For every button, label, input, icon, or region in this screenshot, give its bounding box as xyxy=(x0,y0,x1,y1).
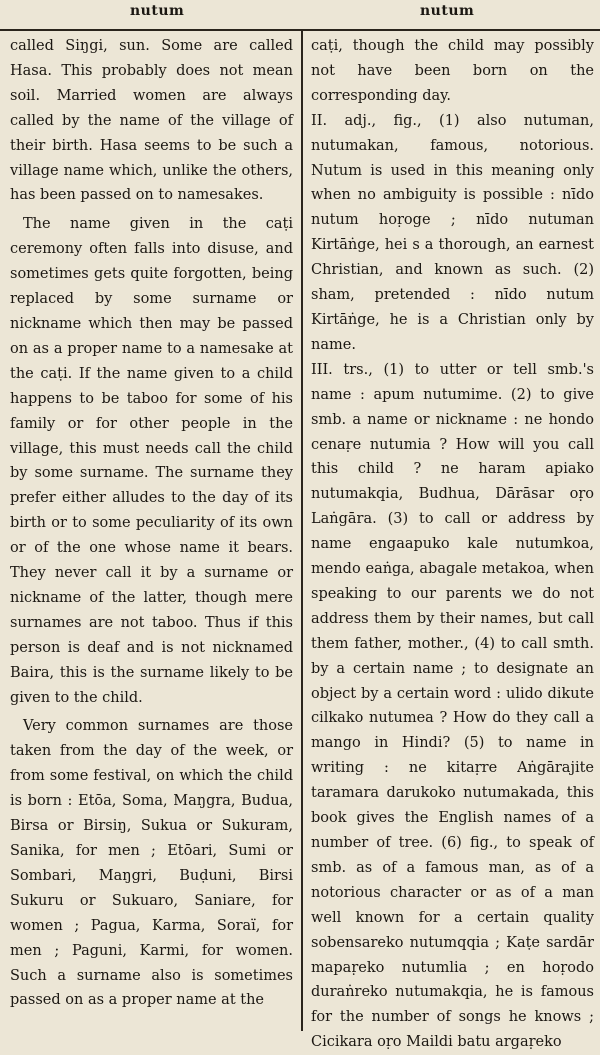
right-paragraph-2: II. adj., fig., (1) also nutuman, nutumakan, famous, notorious. Nutum is used in this meaning only when no ambiguity is possible : nīdo nutum hoṛoge ; nīdo nutuman Kirtāṅge, hei s a thorough, an earnest Christian, and known as such. (2) sham, pretended : nīdo nutum Kirtāṅge, he is a Christian only by name. xyxy=(311,112,594,353)
right-paragraph-1: caṭi, though the child may possibly not have been born on the corresponding day. xyxy=(311,38,594,104)
left-column xyxy=(10,34,293,1030)
page-header xyxy=(0,0,600,30)
left-running-headword: nutum xyxy=(130,3,185,19)
header-rule xyxy=(0,29,600,31)
column-divider xyxy=(301,30,303,1031)
left-paragraph-2: The name given in the caṭi ceremony often falls into disuse, and sometimes gets quite forgotten, being replaced by some surname or nickname which then may be passed on as a proper name to a namesake at the caṭi. If the name given to a child happens to be taboo for some of his family or for other people in the village, this must needs call the child by some surname. The surname they prefer either alludes to the day of its birth or to some peculiarity of its own or of the one whose name it bears. They never call it by a surname or nickname of the latter, though mere surnames are not taboo. Thus if this person is deaf and is not nicknamed Baira, this is the surname likely to be given to the child. xyxy=(10,216,293,706)
right-column xyxy=(311,34,594,1051)
right-running-headword: nutum xyxy=(420,3,475,19)
left-paragraph-1: called Siŋgi, sun. Some are called Hasa. This probably does not mean soil. Married women are always called by the name of the village of their birth. Hasa seems to be such a village name which, unlike the others, has been passed on to namesakes. xyxy=(10,38,293,204)
left-paragraph-3: Very common surnames are those taken from the day of the week, or from some festival, on which the child is born : Etōa, Soma, Maŋgra, Budua, Birsa or Birsiŋ, Sukua or Sukuram, Sanika, for men ; Etōari, Sumi or Sombari, Maŋgri, Buḍuni, Birsi Sukuru or Sukuaro, Saniare, for women ; Pagua, Karma, Soraï, for men ; Paguni, Karmi, for women. Such a surname also is sometimes passed on as a proper name at the xyxy=(10,718,293,1009)
right-paragraph-3: III. trs., (1) to utter or tell smb.'s name : apum nutumime. (2) to give smb. a name or nickname : ne hondo cenaṛe nutumia ? How will you call this child ? ne haram apiako nutumakqia, Budhua, Dārāsar oṛo Laṅgāra. (3) to call or address by name engaapuko kale nutumkoa, mendo eaṅga, abagale metakoa, when speaking to our parents we do not address them by their names, but call them father, mother., (4) to call smth. by a certain name ; to designate an object by a certain word : ulido dikute cilkako nutumea ? How do they call a mango in Hindi? (5) to name in writing : ne kitaṛre Aṅgārajite taramara darukoko nutumakada, this book gives the English names of a number of tree. (6) fig., to speak of smb. as of a famous man, as of a notorious character or as of a man well known for a certain quality sobensareko nutumqqia ; Kaṭe sardār mapaṛeko nutumlia ; en hoṛodo duraṅreko nutumakqia, he is famous for the number of songs he knows ; Cicikara oṛo Maildi batu argaṛeko xyxy=(311,361,594,1051)
